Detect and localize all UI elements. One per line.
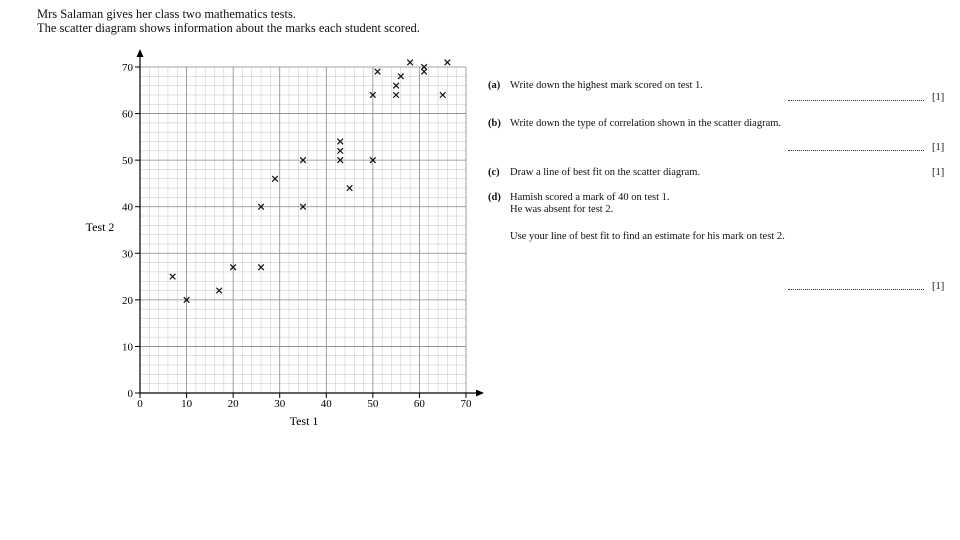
- mark-b: [1]: [932, 142, 945, 153]
- answer-line-b[interactable]: [788, 150, 924, 151]
- y-tick-label: 20: [122, 294, 133, 307]
- data-points: [170, 60, 450, 303]
- x-tick-label: 20: [227, 398, 239, 410]
- y-axis-arrow: [137, 49, 144, 57]
- question-d-text-3: Use your line of best fit to find an estimate for his mark on test 2.: [510, 231, 785, 242]
- y-tick-label: 70: [122, 62, 133, 74]
- y-axis-label: Test 2: [85, 220, 115, 234]
- question-a: [488, 80, 703, 92]
- mark-a: [1]: [932, 92, 945, 103]
- x-tick-label: 60: [413, 398, 425, 410]
- question-b: [488, 118, 781, 130]
- data-point: [407, 60, 413, 66]
- minor-grid: [140, 67, 466, 393]
- mark-c: [1]: [932, 167, 945, 178]
- question-a-label: (a): [488, 80, 501, 91]
- answer-line-d[interactable]: [788, 289, 924, 290]
- x-tick-label: 0: [137, 398, 143, 410]
- answer-line-a[interactable]: [788, 100, 924, 101]
- question-c: [488, 167, 700, 179]
- y-tick-label: 0: [127, 388, 133, 400]
- y-tick-label: 30: [122, 248, 133, 261]
- x-tick-label: 70: [460, 398, 472, 410]
- y-tick-label: 50: [122, 155, 133, 168]
- question-b-label: (b): [488, 118, 501, 129]
- x-axis-arrow: [476, 390, 484, 397]
- data-point: [170, 274, 176, 280]
- intro-line-1: Mrs Salaman gives her class two mathematics tests.: [37, 7, 296, 21]
- question-a-text: Write down the highest mark scored on test 1.: [510, 80, 703, 91]
- question-d-text-2: He was absent for test 2.: [510, 204, 614, 215]
- data-point: [445, 60, 451, 66]
- intro-line-2: The scatter diagram shows information about the marks each student scored.: [37, 20, 420, 35]
- question-d-text: Hamish scored a mark of 40 on test 1.: [510, 192, 670, 203]
- y-tick-label: 10: [122, 341, 133, 354]
- question-c-label: (c): [488, 167, 500, 178]
- axes: [135, 49, 484, 398]
- mark-d: [1]: [932, 281, 945, 292]
- question-c-text: Draw a line of best fit on the scatter diagram.: [510, 167, 701, 178]
- y-tick-label: 40: [122, 201, 133, 214]
- x-tick-label: 30: [274, 398, 286, 410]
- x-axis-label: Test 1: [289, 414, 319, 428]
- question-b-text: Write down the type of correlation shown in the scatter diagram.: [510, 118, 782, 129]
- x-tick-label: 40: [320, 398, 332, 410]
- data-point: [375, 69, 381, 75]
- question-d-label: (d): [488, 192, 501, 203]
- major-grid: [140, 67, 466, 393]
- x-tick-label: 50: [367, 398, 379, 410]
- y-tick-label: 60: [122, 108, 133, 121]
- question-d: [488, 192, 670, 204]
- x-tick-label: 10: [181, 398, 193, 410]
